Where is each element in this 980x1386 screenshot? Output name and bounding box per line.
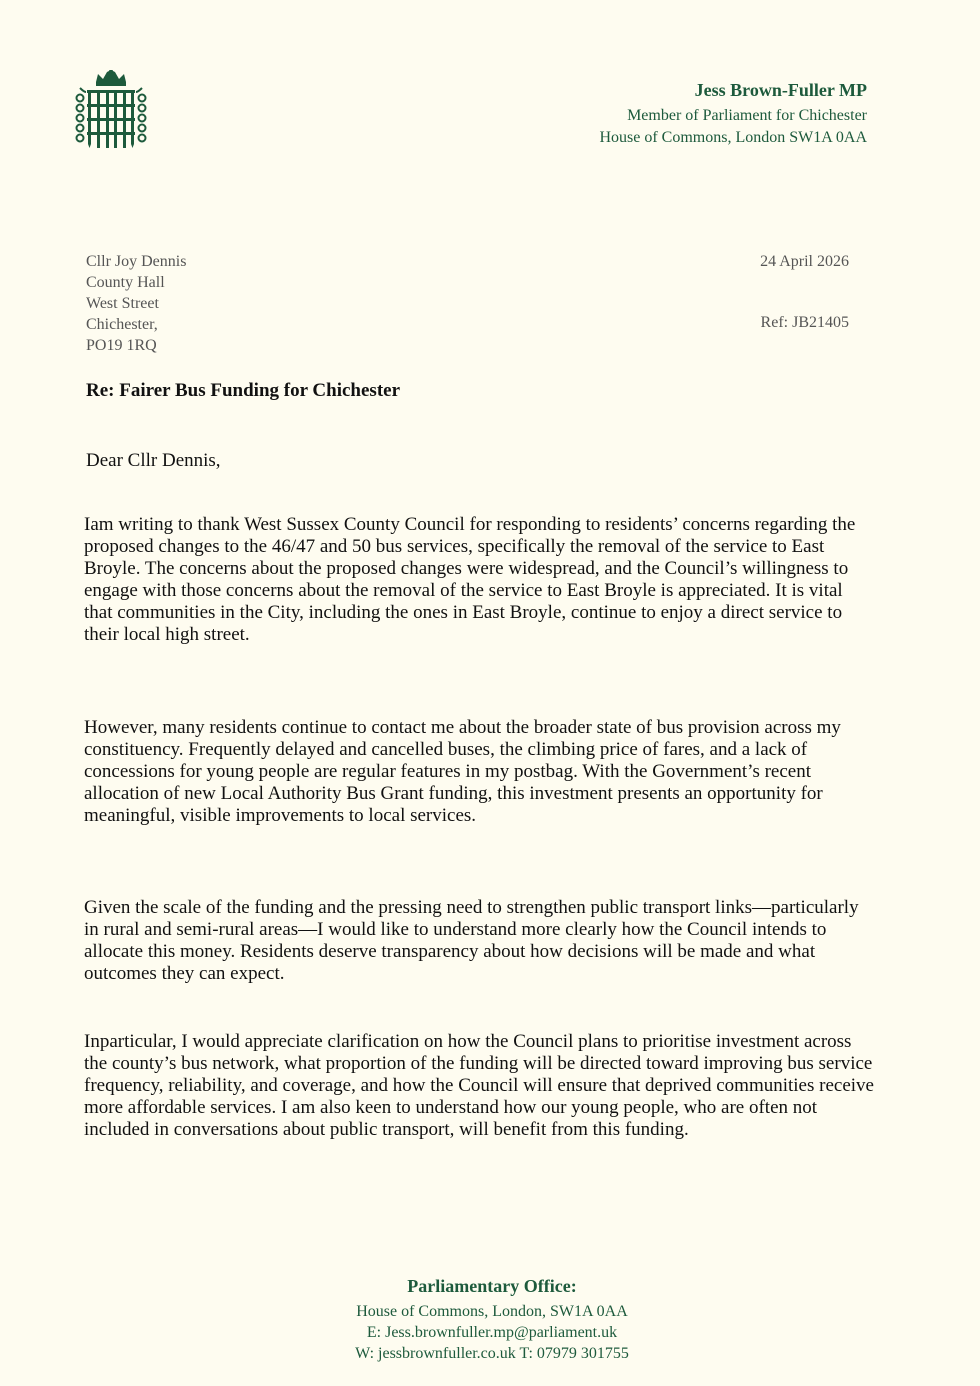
letter-subject: Re: Fairer Bus Funding for Chichester <box>86 380 401 401</box>
recipient-address <box>86 251 186 356</box>
recipient-line: County Hall <box>86 274 165 291</box>
footer-office <box>0 1276 980 1364</box>
footer-address: House of Commons, London, SW1A 0AA <box>356 1303 628 1320</box>
body-paragraph: Inparticular, I would appreciate clarification on how the Council plans to prioritise investment across the county’s bus network, what proportion of the funding will be directed toward improving bus service frequency, reliability, and coverage, and how the Council will ensure that deprived communities receive more affordable services. I am also keen to understand how our young people, who are often not included in conversations about public transport, will benefit from this funding. <box>84 1031 874 1140</box>
portcullis-icon <box>74 70 148 150</box>
mp-role: Member of Parliament for Chichester <box>627 107 867 124</box>
letter-salutation: Dear Cllr Dennis, <box>86 450 221 471</box>
mp-name: Jess Brown-Fuller MP <box>694 80 867 100</box>
body-paragraph: Iam writing to thank West Sussex County Council for responding to residents’ concerns regarding the proposed changes to the 46/47 and 50 bus services, specifically the removal of the service to East Broyle. The concerns about the proposed changes were widespread, and the Council’s willingness to engage with those concerns about the removal of the service to East Broyle is appreciated. It is vital that communities in the City, including the ones in East Broyle, continue to enjoy a direct service to their local high street. <box>84 514 856 645</box>
footer-web-phone: W: jessbrownfuller.co.uk T: 07979 301755 <box>355 1345 629 1362</box>
footer-email: E: Jess.brownfuller.mp@parliament.uk <box>366 1324 618 1341</box>
recipient-line: Chichester, <box>86 316 158 333</box>
recipient-line: West Street <box>86 295 159 312</box>
mp-letterhead <box>599 80 867 149</box>
letter-date: 24 April 2026 <box>760 253 849 270</box>
recipient-postcode: PO19 1RQ <box>86 337 157 354</box>
mp-address: House of Commons, London SW1A 0AA <box>599 129 867 146</box>
body-paragraph: Given the scale of the funding and the pressing need to strengthen public transport links—particularly in rural and semi-rural areas—I would like to understand more clearly how the Council intends to allocate this money. Residents deserve transparency about how decisions will be made and what outcomes they can expect. <box>84 897 859 984</box>
letter-ref: Ref: JB21405 <box>760 314 849 331</box>
footer-title: Parliamentary Office: <box>407 1276 577 1296</box>
body-paragraph: However, many residents continue to contact me about the broader state of bus provision across my constituency. Frequently delayed and cancelled buses, the climbing price of fares, and a lack of concessions for young people are regular features in my postbag. With the Government’s recent allocation of new Local Authority Bus Grant funding, this investment presents an opportunity for meaningful, visible improvements to local services. <box>84 717 841 826</box>
recipient-name: Cllr Joy Dennis <box>86 253 187 270</box>
